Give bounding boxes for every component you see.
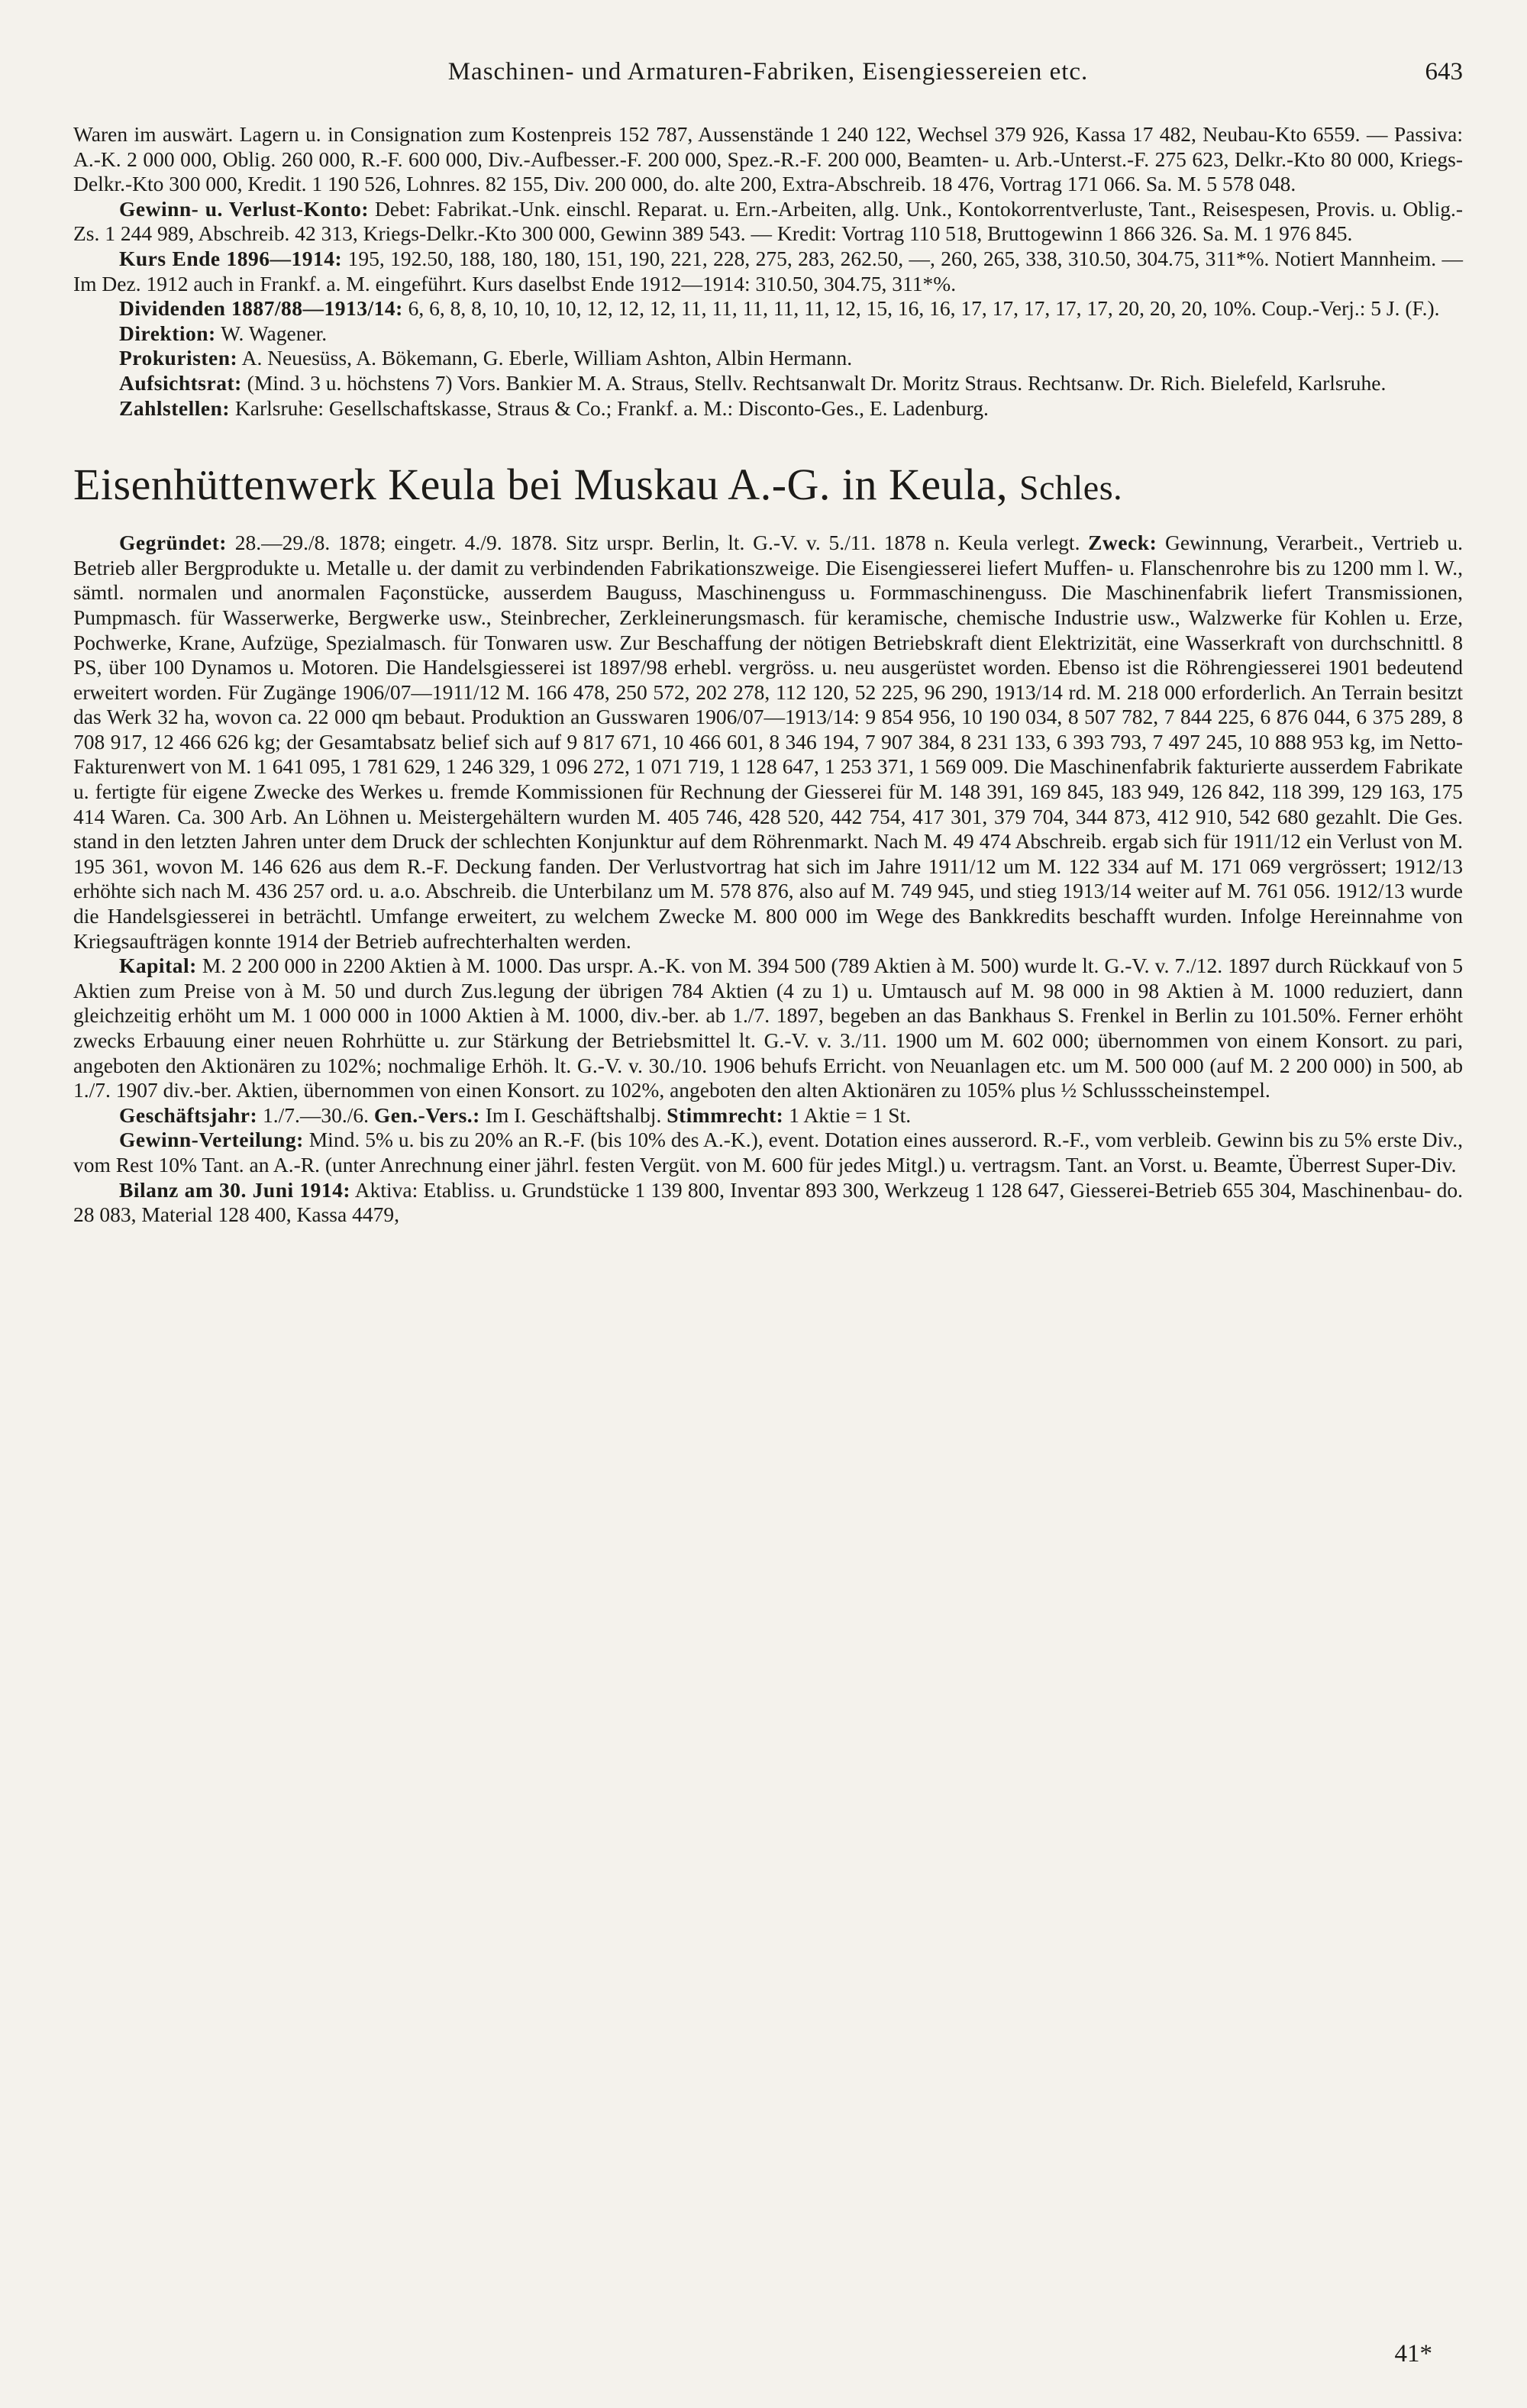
aufsichtsrat-text: (Mind. 3 u. höchstens 7) Vors. Bankier M. A. Straus, Stellv. Rechtsanwalt Dr. Moritz Straus. Rechtsanw. Dr. Rich. Bielefeld, Karlsruhe. bbox=[247, 370, 1387, 395]
running-title: Maschinen- und Armaturen-Fabriken, Eisengiessereien etc. bbox=[447, 58, 1089, 86]
document-page bbox=[73, 53, 1463, 2374]
gewinn-text: Debet: Fabrikat.-Unk. einschl. Reparat. u. Ern.-Arbeiten, allg. Unk., Kontokorrentverluste, Tant., Reisespesen, Provis. u. Oblig.-Zs. 1 244 989, Abschreib. 42 313, Kriegs-Delkr.-Kto 300 000, Gewinn 389 543. — Kredit: Vortrag 110 518, Bruttogewinn 1 866 326. Sa. M. 1 976 845. bbox=[73, 196, 1464, 246]
zahlstellen-text: Karlsruhe: Gesellschaftskasse, Straus & Co.; Frankf. a. M.: Disconto-Ges., E. Ladenburg. bbox=[234, 395, 989, 420]
aufsichtsrat-label: Aufsichtsrat: bbox=[119, 370, 242, 395]
signature-mark: 41* bbox=[1394, 2340, 1432, 2368]
prokuristen-paragraph bbox=[73, 346, 1463, 371]
bilanz-continued-text: Waren im auswärt. Lagern u. in Consignation zum Kostenpreis 152 787, Aussenstände 1 240 122, Wechsel 379 926, Kassa 17 482, Neubau-Kto 6559. — Passiva: A.-K. 2 000 000, Oblig. 260 000, R.-F. 600 000, Div.-Aufbesser.-F. 200 000, Spez.-R.-F. 200 000, Beamten- u. Arb.-Unterst.-F. 275 623, Delkr.-Kto 80 000, Kriegs-Delkr.-Kto 300 000, Kredit. 1 190 526, Lohnres. 82 155, Div. 200 000, do. alte 200, Extra-Abschreib. 18 476, Vortrag 171 066. Sa. M. 5 578 048. bbox=[73, 122, 1463, 196]
gewinn-label: Gewinn- u. Verlust-Konto: bbox=[119, 196, 369, 221]
genvers-label: Gen.-Vers.: bbox=[373, 1102, 480, 1127]
gewinnverteilung-label: Gewinn-Verteilung: bbox=[119, 1128, 304, 1152]
aufsichtsrat-paragraph bbox=[73, 371, 1463, 396]
kapital-text: M. 2 200 000 in 2200 Aktien à M. 1000. Das urspr. A.-K. von M. 394 500 (789 Aktien à M. 500) wurde lt. G.-V. v. 7./12. 1897 durch Rückkauf von 5 Aktien zum Preise von à M. 50 und durch Zus.legung der übrigen 784 Aktien (4 zu 1) u. Umtausch auf M. 98 000 in 98 Aktien à M. 1000 reduziert, dann gleichzeitig erhöht um M. 1 000 000 in 1000 Aktien à M. 1000, div.-ber. ab 1./7. 1897, begeben an das Bankhaus S. Frenkel in Berlin zu 101.50%. Ferner erhöht zwecks Erbauung einer neuen Rohrhütte u. zur Stärkung der Betriebsmittel lt. G.-V. v. 3./11. 1900 um M. 602 000; übernommen von einem Konsort. zu pari, angeboten den Aktionären zu 102%; nochmalige Erhöh. lt. G.-V. v. 30./10. 1906 behufs Erricht. von Neuanlagen etc. um M. 500 000 (auf M. 2 200 000) in 500, ab 1./7. 1907 div.-ber. Aktien, übernommen von einen Konsort. zu 102%, angeboten den alten Aktionären zu 105% plus ½ Schlussscheinstempel. bbox=[73, 954, 1464, 1102]
dividenden-label: Dividenden 1887/88—1913/14: bbox=[119, 296, 403, 321]
gegruendet-text: 28.—29./8. 1878; eingetr. 4./9. 1878. Sitz urspr. Berlin, lt. G.-V. v. 5./11. 1878 n. Keula verlegt. bbox=[234, 531, 1080, 555]
dividenden-paragraph bbox=[73, 296, 1463, 321]
geschaeftsjahr-paragraph bbox=[73, 1103, 1463, 1128]
company-name: Eisenhüttenwerk Keula bei Muskau A.-G. in Keula, bbox=[73, 460, 1008, 510]
prokuristen-label: Prokuristen: bbox=[119, 346, 238, 370]
kapital-paragraph bbox=[73, 954, 1463, 1103]
previous-company-entry bbox=[73, 122, 1463, 421]
zahlstellen-label: Zahlstellen: bbox=[119, 395, 231, 420]
stimmrecht-text: 1 Aktie = 1 St. bbox=[789, 1102, 912, 1127]
kapital-label: Kapital: bbox=[119, 954, 197, 978]
geschaeftsjahr-text: 1./7.—30./6. bbox=[263, 1102, 370, 1127]
gegruendet-label: Gegründet: bbox=[119, 531, 227, 555]
direktion-text: W. Wagener. bbox=[221, 321, 328, 345]
kurs-paragraph bbox=[73, 247, 1463, 296]
kurs-text: 195, 192.50, 188, 180, 180, 151, 190, 221, 228, 275, 283, 262.50, —, 260, 265, 338, 310.50, 304.75, 311*%. Notiert Mannheim. — Im Dez. 1912 auch in Frankf. a. M. eingeführt. Kurs daselbst Ende 1912—1914: 310.50, 304.75, 311*%. bbox=[73, 246, 1463, 295]
stimmrecht-label: Stimmrecht: bbox=[667, 1102, 784, 1127]
gewinn-paragraph bbox=[73, 197, 1463, 247]
geschaeftsjahr-label: Geschäftsjahr: bbox=[119, 1102, 258, 1127]
bilanz-paragraph bbox=[73, 1178, 1463, 1228]
zahlstellen-paragraph bbox=[73, 396, 1463, 421]
bilanz-text: Aktiva: Etabliss. u. Grundstücke 1 139 800, Inventar 893 300, Werkzeug 1 128 647, Giesserei-Betrieb 655 304, Maschinenbau- do. 28 083, Material 128 400, Kassa 4479, bbox=[73, 1177, 1463, 1227]
kurs-label: Kurs Ende 1896—1914: bbox=[119, 246, 343, 270]
company-entry bbox=[73, 531, 1463, 1228]
running-header bbox=[73, 53, 1463, 107]
prokuristen-text: A. Neuesüss, A. Bökemann, G. Eberle, William Ashton, Albin Hermann. bbox=[241, 346, 853, 370]
dividenden-text: 6, 6, 8, 8, 10, 10, 10, 12, 12, 12, 11, 11, 11, 11, 11, 12, 15, 16, 16, 17, 17, 17, 17, 17, 20, 20, 20, 10%. Coup.-Verj.: 5 J. (F.). bbox=[408, 296, 1440, 321]
gegruendet-paragraph bbox=[73, 531, 1463, 954]
company-heading bbox=[73, 457, 1463, 515]
gewinnverteilung-paragraph bbox=[73, 1128, 1463, 1177]
bilanz-continued-paragraph bbox=[73, 122, 1463, 197]
company-state: Schles. bbox=[1019, 468, 1123, 508]
zweck-text: Gewinnung, Verarbeit., Vertrieb u. Betrieb aller Bergprodukte u. Metalle u. der damit zu verbindenden Fabrikationszweige. Die Eisengiesserei liefert Muffen- u. Flanschenrohre bis zu 1200 mm l. W., sämtl. normalen und anormalen Façonstücke, ausserdem Bauguss, Maschinenguss u. Formmaschinenguss. Die Maschinenfabrik liefert Transmissionen, Pumpmasch. für Wasserwerke, Bergwerke usw., Steinbrecher, Zerkleinerungsmasch. für keramische, chemische Industrie usw., Walzwerke für Kohlen u. Erze, Pochwerke, Krane, Aufzüge, Spezialmasch. für Tonwaren usw. Zur Beschaffung der nötigen Betriebskraft dient Elektrizität, eine Wasserkraft von durchschnittl. 8 PS, über 100 Dynamos u. Motoren. Die Handelsgiesserei ist 1897/98 erhebl. vergröss. u. neu ausgerüstet worden. Ebenso ist die Röhrengiesserei 1901 bedeutend erweitert worden. Für Zugänge 1906/07—1911/12 M. 166 478, 250 572, 202 278, 112 120, 52 225, 96 290, 1913/14 rd. M. 218 000 erforderlich. An Terrain besitzt das Werk 32 ha, wovon ca. 22 000 qm bebaut. Produktion an Gusswaren 1906/07—1913/14: 9 854 956, 10 190 034, 8 507 782, 7 844 225, 6 876 044, 6 375 289, 8 708 917, 12 466 626 kg; der Gesamtabsatz belief sich auf 9 817 671, 10 466 601, 8 346 194, 7 907 384, 8 231 133, 6 393 793, 7 497 245, 10 888 953 kg, im Netto-Fakturenwert von M. 1 641 095, 1 781 629, 1 246 329, 1 096 272, 1 071 719, 1 128 647, 1 253 371, 1 569 009. Die Maschinenfabrik fakturierte ausserdem Fabrikate u. fertigte für eigene Zwecke des Werkes u. fremde Kommissionen für Rechnung der Giesserei für M. 148 391, 169 845, 183 949, 126 842, 118 399, 129 163, 175 414 Waren. Ca. 300 Arb. An Löhnen u. Meistergehältern wurden M. 405 746, 428 520, 442 754, 417 301, 379 704, 344 873, 412 910, 542 680 gezahlt. Die Ges. stand in den letzten Jahren unter dem Druck der schlechten Konjunktur auf dem Röhrenmarkt. Nach M. 49 474 Abschreib. ergab sich für 1911/12 ein Verlust von M. 195 361, wovon M. 146 626 aus dem R.-F. Deckung fanden. Der Verlustvortrag hat sich im Jahre 1911/12 um M. 122 334 auf M. 171 069 vergrössert; 1912/13 erhöhte sich nach M. 436 257 ord. u. a.o. Abschreib. die Unterbilanz um M. 578 876, also auf M. 749 945, und stieg 1913/14 weiter auf M. 761 056. 1912/13 wurde die Handelsgiesserei in beträchtl. Umfange erweitert, zu welchem Zwecke M. 800 000 im Wege des Bankkredits beschafft wurden. Infolge Hereinnahme von Kriegsaufträgen konnte 1914 der Betrieb aufrechterhalten werden. bbox=[73, 531, 1464, 953]
zweck-label: Zweck: bbox=[1088, 531, 1157, 555]
gewinnverteilung-text: Mind. 5% u. bis zu 20% an R.-F. (bis 10% des A.-K.), event. Dotation eines ausserord. R.-F., vom verbleib. Gewinn bis zu 5% erste Div., vom Rest 10% Tant. an A.-R. (unter Anrechnung einer jährl. festen Vergüt. von M. 600 für jedes Mitgl.) u. vertragsm. Tant. an Vorst. u. Beamte, Überrest Super-Div. bbox=[73, 1128, 1463, 1177]
page-number: 643 bbox=[1425, 58, 1463, 86]
direktion-label: Direktion: bbox=[119, 321, 216, 345]
bilanz-label: Bilanz am 30. Juni 1914: bbox=[119, 1177, 351, 1202]
genvers-text: Im I. Geschäftshalbj. bbox=[485, 1102, 662, 1127]
direktion-paragraph bbox=[73, 321, 1463, 347]
